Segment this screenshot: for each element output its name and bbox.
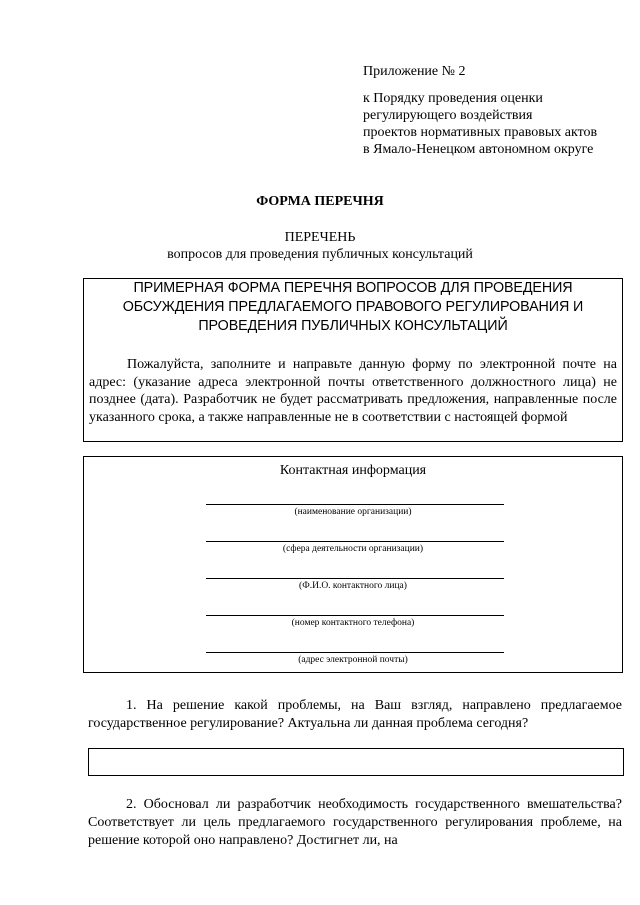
appendix-line: регулирующего воздействия <box>363 108 533 123</box>
question-1-answer-field[interactable] <box>88 748 624 776</box>
instructions-heading-line: ОБСУЖДЕНИЯ ПРЕДЛАГАЕМОГО ПРАВОВОГО РЕГУЛИРОВАНИЯ И <box>122 299 584 315</box>
contact-person-caption: (Ф.И.О. контактного лица) <box>299 581 407 591</box>
appendix-line: к Порядку проведения оценки <box>363 91 543 106</box>
instructions-heading <box>84 279 622 336</box>
instructions-heading-line: ПРОВЕДЕНИЯ ПУБЛИЧНЫХ КОНСУЛЬТАЦИЙ <box>198 318 508 334</box>
organization-name-field[interactable] <box>206 504 504 505</box>
appendix-number: Приложение № 2 <box>363 64 466 79</box>
contact-phone-caption: (номер контактного телефона) <box>291 618 415 628</box>
email-caption: (адрес электронной почты) <box>298 655 408 665</box>
list-subtitle: вопросов для проведения публичных консультаций <box>167 247 473 262</box>
contact-info-title: Контактная информация <box>279 463 427 478</box>
appendix-line: в Ямало-Ненецком автономном округе <box>363 142 594 157</box>
instructions-heading-line: ПРИМЕРНАЯ ФОРМА ПЕРЕЧНЯ ВОПРОСОВ ДЛЯ ПРОВЕДЕНИЯ <box>133 280 573 296</box>
question-1: 1. На решение какой проблемы, на Ваш взгляд, направлено предлагаемое государственное регулирование? Актуальна ли данная проблема сегодня? <box>88 698 622 731</box>
email-field[interactable] <box>206 652 504 653</box>
question-2: 2. Обосновал ли разработчик необходимость государственного вмешательства? Соответствует ли цель предлагаемого государственного регулирования проблеме, на решение которой оно направлено? Достигнет ли, на <box>88 797 622 848</box>
contact-person-field[interactable] <box>206 578 504 579</box>
form-title: ФОРМА ПЕРЕЧНЯ <box>256 194 384 209</box>
list-title-block <box>0 229 640 263</box>
appendix-line: проектов нормативных правовых актов <box>363 125 598 140</box>
appendix-header <box>363 63 597 158</box>
contact-phone-field[interactable] <box>206 615 504 616</box>
organization-sphere-caption: (сфера деятельности организации) <box>282 544 424 554</box>
organization-sphere-field[interactable] <box>206 541 504 542</box>
instructions-box <box>83 278 623 442</box>
list-title: ПЕРЕЧЕНЬ <box>284 230 356 245</box>
instructions-body: Пожалуйста, заполните и направьте данную форму по электронной почте на адрес: (указание адреса электронной почты ответственного должностного лица) не позднее (дата). Разработчик не будет рассматривать предложения, направленные после указанного срока, а также направленные не в соответствии с настоящей формой <box>89 357 617 425</box>
contact-info-box <box>83 456 623 673</box>
organization-name-caption: (наименование организации) <box>294 507 412 517</box>
